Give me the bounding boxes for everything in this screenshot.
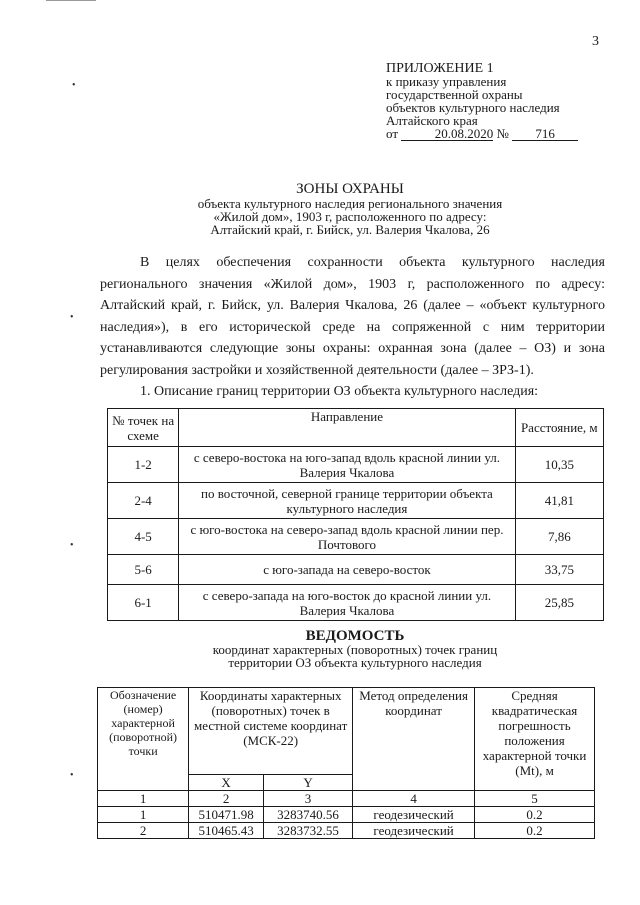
vedomost-line: координат характерных (поворотных) точек границ bbox=[212, 642, 498, 657]
row-points: 1-2 bbox=[108, 447, 179, 483]
scan-top-mark bbox=[46, 0, 96, 4]
document-title bbox=[140, 183, 560, 236]
table-row bbox=[98, 823, 595, 839]
appendix-line: государственной охраны bbox=[386, 87, 523, 102]
index-cell: 2 bbox=[189, 791, 264, 807]
table-header-row bbox=[98, 688, 595, 775]
table-row bbox=[108, 519, 604, 555]
row-distance: 10,35 bbox=[515, 447, 603, 483]
scan-dot: • bbox=[70, 312, 74, 323]
number-sign: № bbox=[496, 126, 509, 141]
scan-dot: • bbox=[70, 540, 74, 551]
table-row bbox=[108, 447, 604, 483]
coordinates-table bbox=[97, 687, 595, 839]
header-y: Y bbox=[263, 775, 352, 791]
vedomost-main: ВЕДОМОСТЬ bbox=[305, 628, 405, 644]
row-points: 6-1 bbox=[108, 585, 179, 621]
row-direction: с северо-запада на юго-восток до красной линии ул. Валерия Чкалова bbox=[179, 585, 515, 621]
header-points: № точек на схеме bbox=[108, 409, 179, 447]
appendix-line: объектов культурного наследия bbox=[386, 100, 560, 115]
index-cell: 4 bbox=[353, 791, 475, 807]
row-distance: 7,86 bbox=[515, 519, 603, 555]
header-method: Метод определения координат bbox=[353, 688, 475, 791]
point-number: 2 bbox=[98, 823, 189, 839]
row-direction: с юго-запада на северо-восток bbox=[179, 555, 515, 585]
vedomost-line: территории ОЗ объекта культурного наследия bbox=[228, 655, 482, 670]
row-points: 2-4 bbox=[108, 483, 179, 519]
header-designation: Обозначение (номер) характерной (поворотной) точки bbox=[98, 688, 189, 791]
body-text bbox=[100, 252, 605, 403]
appendix-block bbox=[386, 62, 578, 141]
point-method: геодезический bbox=[353, 823, 475, 839]
point-x: 510471.98 bbox=[189, 807, 264, 823]
header-distance: Расстояние, м bbox=[515, 409, 603, 447]
index-cell: 3 bbox=[263, 791, 352, 807]
index-cell: 1 bbox=[98, 791, 189, 807]
row-points: 5-6 bbox=[108, 555, 179, 585]
boundary-table bbox=[107, 408, 604, 621]
title-line: «Жилой дом», 1903 г, расположенного по адресу: bbox=[213, 209, 487, 224]
table-header-row bbox=[108, 409, 604, 447]
order-date: 20.08.2020 bbox=[401, 128, 493, 141]
row-distance: 41,81 bbox=[515, 483, 603, 519]
title-line: Алтайский край, г. Бийск, ул. Валерия Чкалова, 26 bbox=[210, 222, 490, 237]
vedomost-title bbox=[190, 630, 520, 669]
appendix-line: к приказу управления bbox=[386, 74, 507, 89]
point-error: 0.2 bbox=[475, 823, 595, 839]
row-direction: с северо-востока на юго-запад вдоль красной линии ул. Валерия Чкалова bbox=[179, 447, 515, 483]
header-x: X bbox=[189, 775, 264, 791]
row-distance: 25,85 bbox=[515, 585, 603, 621]
table-row bbox=[108, 483, 604, 519]
table-row bbox=[108, 585, 604, 621]
title-line: объекта культурного наследия регионального значения bbox=[197, 196, 503, 211]
scan-dot: • bbox=[70, 770, 74, 781]
appendix-line: Алтайского края bbox=[386, 113, 478, 128]
header-coordinates: Координаты характерных (поворотных) точек в местной системе координат (МСК-22) bbox=[189, 688, 353, 775]
header-error: Средняя квадратическая погрешность положения характерной точки (Mt), м bbox=[475, 688, 595, 791]
point-y: 3283740.56 bbox=[263, 807, 352, 823]
row-direction: по восточной, северной границе территории объекта культурного наследия bbox=[179, 483, 515, 519]
header-direction: Направление bbox=[179, 409, 515, 447]
table-row bbox=[108, 555, 604, 585]
title-main: ЗОНЫ ОХРАНЫ bbox=[296, 181, 404, 197]
page-number: 3 bbox=[592, 34, 599, 49]
scan-dot: • bbox=[72, 80, 76, 91]
point-x: 510465.43 bbox=[189, 823, 264, 839]
point-number: 1 bbox=[98, 807, 189, 823]
appendix-heading: ПРИЛОЖЕНИЕ 1 bbox=[386, 61, 494, 76]
index-cell: 5 bbox=[475, 791, 595, 807]
order-number: 716 bbox=[512, 128, 578, 141]
row-distance: 33,75 bbox=[515, 555, 603, 585]
point-method: геодезический bbox=[353, 807, 475, 823]
table-row bbox=[98, 807, 595, 823]
date-prefix: от bbox=[386, 126, 399, 141]
point-y: 3283732.55 bbox=[263, 823, 352, 839]
table-index-row bbox=[98, 791, 595, 807]
row-direction: с юго-востока на северо-запад вдоль красной линии пер. Почтового bbox=[179, 519, 515, 555]
row-points: 4-5 bbox=[108, 519, 179, 555]
intro-paragraph: В целях обеспечения сохранности объекта культурного наследия регионального значения «Жилой дом», 1903 г, расположенного по адресу: Алтайский край, г. Бийск, ул. Валерия Чкалова, 26 (далее – «объект культурного наследия»), в его исторической среде на сопряженной с ним территории устанавливаются следующие зоны охраны: охранная зона (далее – ОЗ) и зона регулирования застройки и хозяйственной деятельности (далее – ЗРЗ-1). bbox=[100, 255, 605, 378]
section-1-heading: 1. Описание границ территории ОЗ объекта культурного наследия: bbox=[140, 384, 539, 399]
point-error: 0.2 bbox=[475, 807, 595, 823]
appendix-date-line bbox=[386, 127, 578, 141]
